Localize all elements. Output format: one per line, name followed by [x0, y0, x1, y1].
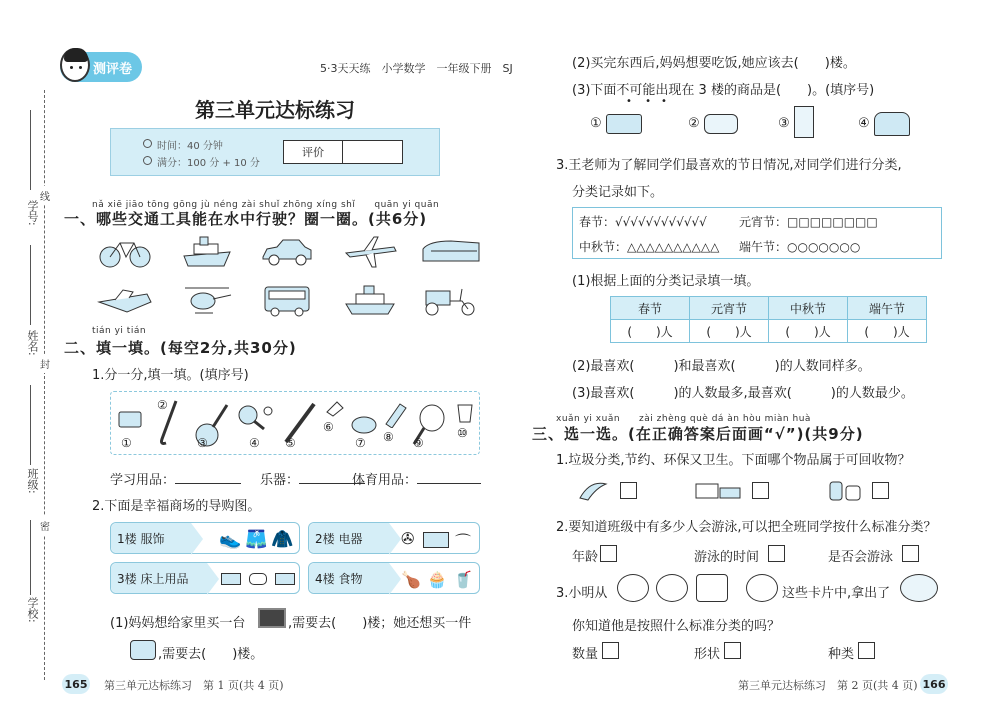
footer-left: 第三单元达标练习 第 1 页(共 4 页) — [104, 679, 284, 692]
item-num: ① — [121, 436, 132, 450]
option-shape: 形状 — [694, 647, 721, 662]
section1-title: 一、哪些交通工具能在水中行驶？圈一圈。(共6分) — [64, 210, 428, 228]
emphasis-dots: • • • — [626, 96, 667, 107]
option-num: ④ — [858, 116, 870, 131]
table-cell[interactable]: ( )人 — [690, 320, 769, 343]
q3-2-text: (2)最喜欢( )和最喜欢( )的人数同样多。 — [572, 359, 871, 374]
floor-1 — [110, 522, 300, 554]
q2-2-text: (2)买完东西后,妈妈想要吃饭,她应该去( )楼。 — [572, 56, 856, 71]
floor-2-label: 2楼 电器 — [309, 523, 389, 553]
table-cell[interactable]: ( )人 — [848, 320, 927, 343]
checkbox-shape[interactable] — [724, 642, 741, 659]
tshirt-icon — [130, 640, 156, 660]
q2-text: 2.下面是幸福商场的导购图。 — [92, 499, 261, 514]
medicine-icon — [694, 478, 744, 502]
category-music — [260, 469, 365, 488]
q2-1-part-a: (1)妈妈想给家里买一台 — [110, 616, 246, 631]
item-num: ⑥ — [323, 420, 334, 434]
record-lantern: 元宵节：□□□□□□□□ — [739, 215, 878, 229]
airplane-icon[interactable] — [340, 232, 400, 272]
q3-1-text: (1)根据上面的分类记录填一填。 — [572, 274, 760, 289]
boy-face-icon — [60, 48, 90, 82]
cup-icon[interactable] — [453, 400, 477, 426]
stationery-box — [110, 391, 480, 455]
festival-table — [610, 296, 927, 343]
checkbox-can-swim[interactable] — [902, 545, 919, 562]
floor-1-label: 1楼 服饰 — [111, 523, 191, 553]
check-icon — [143, 156, 152, 165]
page-number-right: 166 — [920, 674, 948, 694]
category-music-label: 乐器： — [260, 473, 300, 488]
floor-4 — [308, 562, 480, 594]
category-study — [110, 469, 241, 488]
q2-1-part-c: ,需要去( )楼。 — [158, 647, 264, 662]
item-num: ③ — [197, 436, 208, 450]
section2-pinyin: tián yi tián — [92, 326, 147, 336]
tv-icon — [258, 608, 286, 628]
microwave-icon — [423, 532, 449, 548]
s3q3-part-c: 你知道他是按照什么标准分类的吗？ — [572, 619, 781, 634]
checkbox-banana[interactable] — [620, 482, 637, 499]
banana-peel-icon — [576, 478, 612, 502]
time-limit: 时间：40 分钟 — [157, 141, 223, 152]
section3-pinyin: xuǎn yi xuǎn zài zhèng què dá àn hòu miàn huà — [556, 414, 811, 424]
section2-title: 二、填一填。(每空2分,共30分) — [64, 339, 297, 357]
checkbox-cans[interactable] — [872, 482, 889, 499]
checkbox-medicine[interactable] — [752, 482, 769, 499]
page-number-left: 165 — [62, 674, 90, 694]
category-sport-label: 体育用品： — [352, 473, 418, 488]
checkbox-age[interactable] — [600, 545, 617, 562]
floor-4-label: 4楼 食物 — [309, 563, 389, 593]
series-title: 5·3天天练 小学数学 一年级下册 SJ — [320, 62, 513, 75]
section3-title: 三、选一选。(在正确答案后面画“√”)(共9分) — [532, 425, 864, 443]
jacket-icon: 🧥 — [271, 529, 294, 550]
eval-box — [283, 140, 403, 164]
footer-right: 第三单元达标练习 第 2 页(共 4 页) — [738, 679, 918, 692]
vehicle-grid — [95, 232, 485, 322]
speedboat-icon[interactable] — [95, 280, 155, 320]
record-box — [572, 207, 942, 259]
bus-icon[interactable] — [257, 280, 317, 320]
side-label-student-id: 学号: — [26, 200, 39, 226]
cut-line — [44, 90, 45, 680]
option-kind: 种类 — [828, 647, 855, 662]
item-num: ⑦ — [355, 436, 366, 450]
s3q3-part-b: 这些卡片中,拿出了 — [782, 586, 891, 601]
pillow-option-icon[interactable] — [704, 114, 738, 134]
category-study-blank[interactable] — [175, 483, 241, 484]
card-potato-icon — [746, 574, 778, 602]
record-midautumn: 中秋节：△△△△△△△△△△ — [579, 240, 720, 254]
table-cell[interactable]: ( )人 — [611, 320, 690, 343]
fridge-icon[interactable] — [794, 106, 814, 138]
checkbox-kind[interactable] — [858, 642, 875, 659]
floor-2 — [308, 522, 480, 554]
table-header: 元宵节 — [690, 297, 769, 320]
tricycle-icon[interactable] — [420, 280, 482, 320]
page-title: 第三单元达标练习 — [195, 98, 355, 122]
category-sport — [352, 469, 481, 488]
s3q2-text: 2.要知道班级中有多少人会游泳,可以把全班同学按什么标准分类？ — [556, 520, 937, 535]
card-chosen-icon — [900, 574, 938, 602]
side-mark: 线 — [40, 186, 50, 205]
pencil-case-icon[interactable] — [115, 406, 145, 432]
side-mark: 封 — [40, 354, 50, 373]
q3-text: 3.王老师为了解同学们最喜欢的节日情况,对同学们进行分类, — [556, 158, 902, 173]
cans-icon — [826, 476, 866, 504]
fan-icon: ✇ — [401, 529, 415, 548]
floor-3 — [110, 562, 300, 594]
q1-text: 1.分一分,填一填。(填序号) — [92, 368, 249, 383]
q3-3-text: (3)最喜欢( )的人数最多,最喜欢( )的人数最少。 — [572, 386, 914, 401]
test-badge: 测评卷 — [60, 52, 142, 82]
option-age: 年龄 — [572, 550, 599, 565]
drumstick-icon: 🍗 — [401, 570, 421, 589]
side-label-class: 班级: — [26, 468, 39, 494]
eraser-icon[interactable] — [323, 398, 347, 420]
record-dragonboat: 端午节：○○○○○○○ — [739, 240, 861, 254]
train-icon[interactable] — [420, 232, 482, 272]
info-box — [110, 128, 440, 176]
card-strawberries-icon — [617, 574, 649, 602]
cake-icon: 🧁 — [427, 570, 447, 589]
lamp-icon: ⌒ — [455, 532, 472, 551]
ping-pong-paddle-icon[interactable] — [235, 400, 275, 436]
item-num: ④ — [249, 436, 260, 450]
q3-text-2: 分类记录如下。 — [572, 185, 664, 200]
q2-1-part-b: ,需要去( )楼；她还想买一件 — [288, 616, 472, 631]
option-num: ③ — [778, 116, 790, 131]
item-num: ⑨ — [413, 436, 424, 450]
option-can-swim: 是否会游泳 — [828, 550, 894, 565]
category-study-label: 学习用品： — [110, 473, 176, 488]
side-label-school: 学校: — [26, 597, 39, 623]
item-num: ② — [157, 398, 168, 412]
towel-icon[interactable] — [606, 114, 642, 134]
s3q3-part-a: 3.小明从 — [556, 586, 608, 601]
floor-3-label: 3楼 床上用品 — [111, 563, 207, 593]
eval-label: 评价 — [284, 141, 343, 163]
q2-1-text — [110, 612, 245, 631]
item-num: ⑧ — [383, 430, 394, 444]
table-header: 端午节 — [848, 297, 927, 320]
category-sport-blank[interactable] — [417, 483, 481, 484]
car-icon[interactable] — [257, 232, 317, 272]
ferry-icon[interactable] — [340, 280, 400, 320]
clock-icon — [143, 139, 152, 148]
option-num: ② — [688, 116, 700, 131]
side-mark: 密 — [40, 516, 50, 535]
quilt-icon — [275, 573, 295, 585]
shorts-icon: 🩳 — [245, 529, 268, 550]
item-num: ⑤ — [285, 436, 296, 450]
q2-3-text: (3)下面不可能出现在 3 楼的商品是( )。(填序号) — [572, 83, 875, 98]
checkbox-swim-time[interactable] — [768, 545, 785, 562]
side-label-name: 姓名: — [26, 330, 39, 356]
gluestick-icon[interactable] — [381, 396, 411, 430]
pillow-icon — [249, 573, 267, 585]
ship-icon[interactable] — [177, 232, 237, 272]
eval-input[interactable] — [343, 141, 402, 163]
item-num: ⑩ — [457, 426, 468, 440]
checkbox-quantity[interactable] — [602, 642, 619, 659]
shoes-icon: 👟 — [219, 529, 242, 550]
card-peppers-icon — [696, 574, 728, 602]
side-line — [30, 385, 31, 465]
drink-icon: 🥤 — [453, 570, 473, 589]
side-line — [30, 110, 31, 190]
option-num: ① — [590, 116, 602, 131]
s3q1-text: 1.垃圾分类,节约、环保又卫生。下面哪个物品属于可回收物？ — [556, 453, 911, 468]
bicycle-icon[interactable] — [95, 232, 155, 272]
option-swim-time: 游泳的时间 — [694, 550, 760, 565]
section1-pinyin: nǎ xiē jiāo tōng gōng jù néng zài shuǐ zhōng xíng shǐ quān yi quān — [92, 200, 440, 210]
option-quantity: 数量 — [572, 647, 599, 662]
table-header: 春节 — [611, 297, 690, 320]
bed-icon — [221, 573, 241, 585]
bed-option-icon[interactable] — [874, 112, 910, 136]
side-line — [30, 245, 31, 325]
full-score: 满分：100 分 + 10 分 — [157, 158, 260, 169]
record-spring: 春节：√√√√√√√√√√√√ — [579, 215, 707, 229]
table-header: 中秋节 — [769, 297, 848, 320]
table-cell[interactable]: ( )人 — [769, 320, 848, 343]
card-carrots-icon — [656, 574, 688, 602]
helicopter-icon[interactable] — [177, 280, 237, 320]
side-line — [30, 520, 31, 595]
